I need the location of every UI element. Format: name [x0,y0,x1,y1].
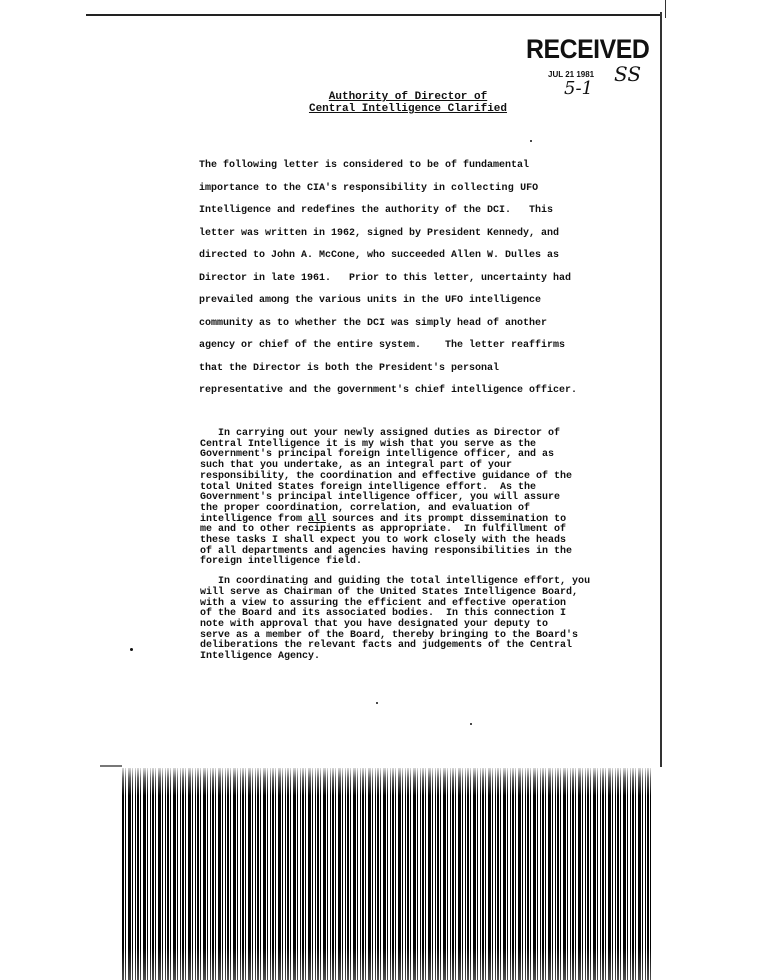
intro-text: importance to the CIA's responsibility in [199,182,452,194]
underlined-word: all [308,513,327,525]
intro-line: agency or chief of the entire system. The letter reaffirms [199,340,566,351]
title-line-2: Central Intelligence Clarified [308,103,508,115]
received-stamp-word: RECEIVED [526,34,650,64]
scan-edge-mark [100,765,122,767]
letter-text: intelligence from [200,513,309,525]
intro-line: letter was written in 1962, signed by President Kennedy, and [199,227,560,239]
intro-line: representative and the government's chief intelligence officer. [199,385,578,396]
letter-line: note with approval that you have designated your deputy to [200,618,549,630]
handwritten-initials: SS [614,62,642,86]
letter-line: serve as a member of the Board, thereby bringing to the Board's [200,629,579,641]
letter-line: with a view to assuring the efficient and effective operation [200,597,567,609]
intro-bold-word: collecting [451,182,515,194]
letter-line: Government's principal intelligence officer, you will assure [200,492,561,504]
letter-line: will serve as Chairman of the United States Intelligence Board, [200,586,579,598]
letter-line: such that you undertake, as an integral part of your [200,460,513,472]
scan-speck [376,702,378,704]
intro-line: that the Director is both the President's personal [199,362,500,374]
document-title [300,91,516,115]
top-border-line [86,14,660,16]
scan-speck [130,648,133,651]
scan-speck [470,723,472,725]
letter-line: me and to other recipients as appropriate. In fulfillment of [200,524,567,536]
letter-line: these tasks I shall expect you to work closely with the heads [200,535,567,547]
scan-speck [530,140,532,142]
title-line-1: Authority of Director of [328,91,488,103]
letter-body [200,429,640,663]
intro-line: Director in late 1961. Prior to this letter, uncertainty had [199,272,572,284]
scan-noise-band [122,768,652,980]
intro-paragraph [199,155,639,403]
letter-line: of the Board and its associated bodies. In this connection I [200,608,567,620]
letter-line: Intelligence Agency. [200,651,321,663]
letter-line: responsibility, the coordination and effective guidance of the [200,470,573,482]
letter-line: total United States foreign intelligence effort. As the [200,481,537,493]
right-border-line [660,12,662,767]
right-edge-mark [665,0,666,18]
intro-line: prevailed among the various units in the UFO intelligence [199,295,542,306]
intro-text: UFO [514,182,539,194]
received-stamp [520,34,660,104]
intro-line [199,178,639,201]
intro-line: Intelligence and redefines the authority of the DCI. This [199,205,554,216]
letter-line: the proper coordination, correlation, and evaluation of [200,502,531,514]
letter-line: foreign intelligence field. [200,556,363,568]
letter-line: In coordinating and guiding the total intelligence effort, you [200,576,591,588]
letter-line: Central Intelligence it is my wish that you serve as the [200,438,537,450]
intro-line: community as to whether the DCI was simply head of another [199,317,548,329]
letter-line: Government's principal foreign intelligence officer, and as [200,449,555,461]
letter-line: deliberations the relevant facts and judgements of the Central [200,640,573,652]
letter-line: of all departments and agencies having responsibilities in the [200,545,573,557]
received-stamp-date: JUL 21 1981 [548,70,595,79]
letter-line: In carrying out your newly assigned duties as Director of [200,428,561,439]
intro-line: directed to John A. McCone, who succeeded Allen W. Dulles as [199,250,560,261]
letter-text: sources and its prompt dissemination to [326,513,567,525]
intro-line: The following letter is considered to be of fundamental [199,160,530,171]
handwritten-number: 5-1 [564,78,593,99]
